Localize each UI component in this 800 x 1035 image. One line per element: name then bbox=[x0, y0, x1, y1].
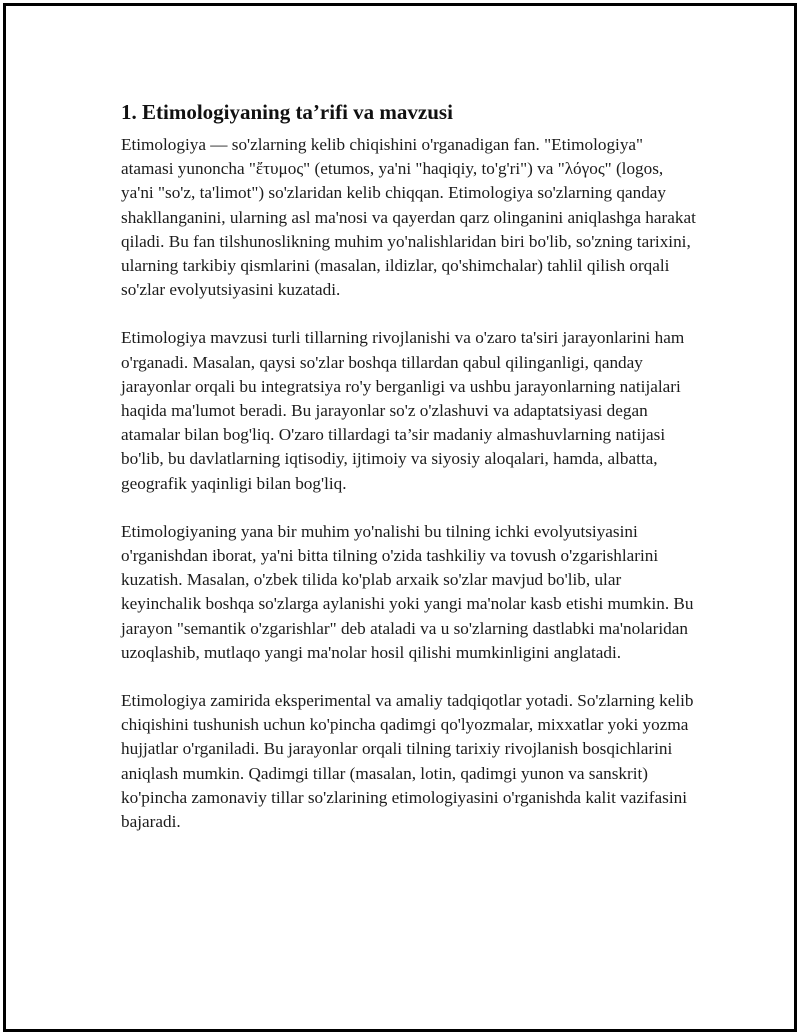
paragraph-definition: Etimologiya — so'zlarning kelib chiqishini o'rganadigan fan. "Etimologiya" atamasi yunoncha "ἔτυμος" (etumos, ya'ni "haqiqiy, to'g'ri") va "λόγος" (logos, ya'ni "so'z, ta'limot") so'zlaridan kelib chiqqan. Etimologiya so'zlarning qanday shakllanganini, ularning asl ma'nosi va qayerdan qarz olinganini aniqlashga harakat qiladi. Bu fan tilshunoslikning muhim yo'nalishlaridan biri bo'lib, so'zning tarixini, ularning tarkibiy qismlarini (masalan, ildizlar, qo'shimchalar) tahlil qilish orqali so'zlar evolyutsiyasini kuzatadi. bbox=[121, 135, 696, 300]
section-heading: 1. Etimologiyaning ta’rifi va mavzusi bbox=[121, 100, 453, 124]
document-content bbox=[121, 99, 696, 858]
paragraph-research: Etimologiya zamirida eksperimental va amaliy tadqiqotlar yotadi. So'zlarning kelib chiqishini tushunish uchun ko'pincha qadimgi qo'lyozmalar, mixxatlar yoki yozma hujjatlar o'rganiladi. Bu jarayonlar orqali tilning tarixiy rivojlanish bosqichlarini aniqlash mumkin. Qadimgi tillar (masalan, lotin, qadimgi yunon va sanskrit) ko'pincha zamonaviy tillar so'zlarining etimologiyasini o'rganishda kalit vazifasini bajaradi. bbox=[121, 691, 694, 832]
paragraph-internal-evolution: Etimologiyaning yana bir muhim yo'nalishi bu tilning ichki evolyutsiyasini o'rganishdan iborat, ya'ni bitta tilning o'zida tashkiliy va tovush o'zgarishlarini kuzatish. Masalan, o'zbek tilida ko'plab arxaik so'zlar mavjud bo'lib, ular keyinchalik boshqa so'zlarga aylanishi yoki yangi ma'nolar kasb etishi mumkin. Bu jarayon "semantik o'zgarishlar" deb ataladi va u so'zlarning dastlabki ma'nolaridan uzoqlashib, mutlaqo yangi ma'nolar hosil qilishi mumkinligini anglatadi. bbox=[121, 521, 694, 662]
paragraph-subject: Etimologiya mavzusi turli tillarning rivojlanishi va o'zaro ta'siri jarayonlarini ham o'rganadi. Masalan, qaysi so'zlar boshqa tillardan qabul qilinganligi, qanday jarayonlar orqali bu integratsiya ro'y berganligi va ushbu jarayonlarning natijalari haqida ma'lumot beradi. Bu jarayonlar so'z o'zlashuvi va adaptatsiyasi degan atamalar bilan bog'liq. O'zaro tillardagi ta’sir madaniy almashuvlarning natijasi bo'lib, bu davlatlarning iqtisodiy, ijtimoiy va siyosiy aloqalari, hamda, albatta, geografik yaqinligi bilan bog'liq. bbox=[121, 328, 685, 493]
page-frame bbox=[3, 3, 797, 1032]
